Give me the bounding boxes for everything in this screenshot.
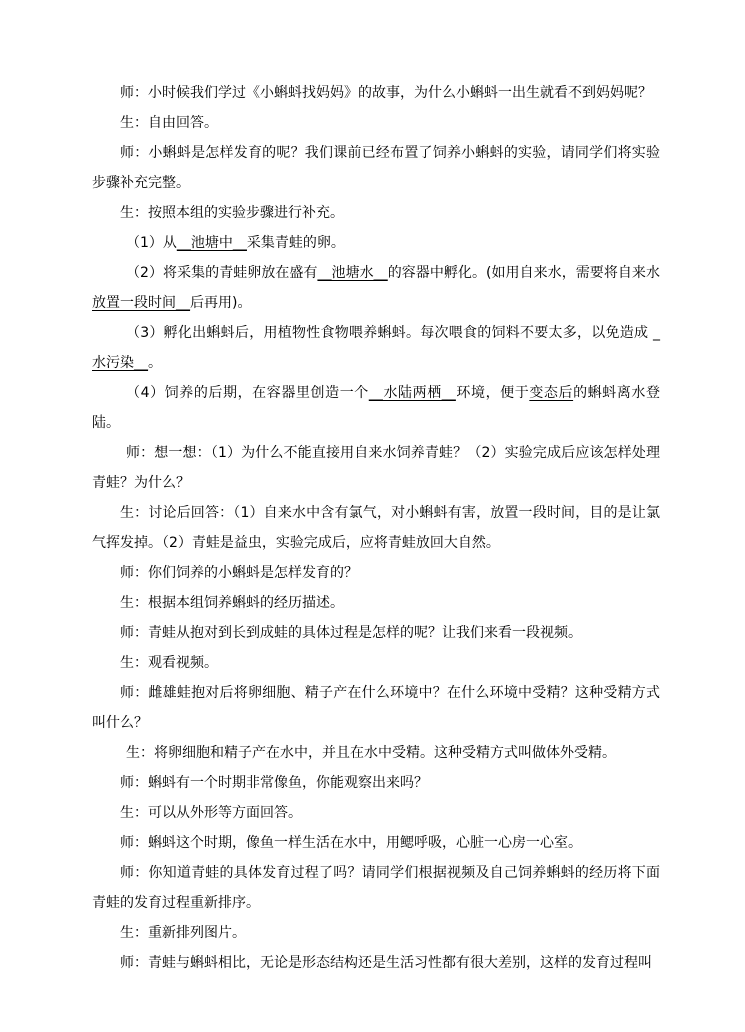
text-segment: 环境，便于	[455, 385, 530, 401]
paragraph-13	[92, 618, 660, 648]
paragraph-18	[92, 798, 660, 828]
text-segment: 生：观看视频。	[120, 655, 218, 671]
paragraph-4	[92, 198, 660, 228]
document-page	[92, 78, 660, 978]
text-segment: 后再用)。	[190, 295, 252, 311]
underlined-answer: 放置一段时间__	[92, 295, 190, 311]
paragraph-10	[92, 498, 660, 558]
underlined-answer: __水陆两栖__	[368, 385, 456, 401]
text-segment: 师：青蛙与蝌蚪相比，无论是形态结构还是生活习性都有很大差别，这样的发育过程叫	[120, 955, 652, 971]
text-segment: 。	[148, 355, 162, 371]
underlined-answer: 水污染__	[92, 355, 148, 371]
underlined-answer: 变态后	[529, 385, 574, 401]
paragraph-11	[92, 558, 660, 588]
paragraph-3	[92, 138, 660, 198]
text-segment: 采集青蛙的卵。	[246, 235, 345, 251]
text-segment: 生：可以从外形等方面回答。	[120, 805, 302, 821]
text-segment: 师：蝌蚪这个时期，像鱼一样生活在水中，用鳃呼吸，心脏一心房一心室。	[120, 835, 582, 851]
paragraph-2	[92, 108, 660, 138]
text-segment: 生：将卵细胞和精子产在水中，并且在水中受精。这种受精方式叫做体外受精。	[126, 745, 616, 761]
underlined-answer: __池塘中__	[176, 235, 247, 251]
paragraph-1	[92, 78, 660, 108]
paragraph-20	[92, 858, 660, 918]
paragraph-12	[92, 588, 660, 618]
text-segment: 师：青蛙从抱对到长到成蛙的具体过程是怎样的呢？让我们来看一段视频。	[120, 625, 582, 641]
paragraph-9	[92, 438, 660, 498]
paragraph-step-4	[92, 378, 660, 438]
paragraph-step-2	[92, 258, 660, 318]
text-segment: 生：根据本组饲养蝌蚪的经历描述。	[120, 595, 344, 611]
text-segment: 师：蝌蚪有一个时期非常像鱼，你能观察出来吗？	[120, 775, 428, 791]
text-segment: （1）从	[126, 235, 177, 251]
paragraph-19	[92, 828, 660, 858]
text-segment: 师：雌雄蛙抱对后将卵细胞、精子产在什么环境中？在什么环境中受精？这种受精方式叫什么？	[92, 685, 660, 731]
underlined-answer: __池塘水__	[317, 265, 388, 281]
text-segment: 生：按照本组的实验步骤进行补充。	[120, 205, 344, 221]
text-segment: 的蝌蚪离水登陆。	[92, 385, 661, 431]
text-segment: 师：小时候我们学过《小蝌蚪找妈妈》的故事，为什么小蝌蚪一出生就看不到妈妈呢？	[120, 85, 652, 101]
text-segment: 生：重新排列图片。	[120, 925, 246, 941]
paragraph-step-3	[92, 318, 660, 378]
paragraph-22	[92, 948, 660, 978]
text-segment: 的容器中孵化。(如用自来水，需要将自来水	[387, 265, 660, 281]
text-segment: （3）孵化出蝌蚪后，用植物性食物喂养蝌蚪。每次喂食的饲料不要太多，以免造成 _	[126, 325, 660, 341]
text-segment: 师：想一想：（1）为什么不能直接用自来水饲养青蛙？（2）实验完成后应该怎样处理青蛙？为什么？	[92, 445, 660, 491]
paragraph-step-1	[92, 228, 660, 258]
paragraph-14	[92, 648, 660, 678]
text-segment: （2）将采集的青蛙卵放在盛有	[126, 265, 318, 281]
text-segment: 师：你们饲养的小蝌蚪是怎样发育的？	[120, 565, 358, 581]
text-segment: （4）饲养的后期，在容器里创造一个	[126, 385, 369, 401]
paragraph-21	[92, 918, 660, 948]
text-segment: 生：讨论后回答：（1）自来水中含有氯气，对小蝌蚪有害，放置一段时间，目的是让氯气挥发掉。（2）青蛙是益虫，实验完成后，应将青蛙放回大自然。	[92, 505, 660, 551]
paragraph-16	[92, 738, 660, 768]
text-segment: 生：自由回答。	[120, 115, 218, 131]
text-segment: 师：你知道青蛙的具体发育过程了吗？请同学们根据视频及自己饲养蝌蚪的经历将下面青蛙的发育过程重新排序。	[92, 865, 660, 911]
text-segment: 师：小蝌蚪是怎样发育的呢？我们课前已经布置了饲养小蝌蚪的实验，请同学们将实验步骤补充完整。	[92, 145, 660, 191]
paragraph-15	[92, 678, 660, 738]
paragraph-17	[92, 768, 660, 798]
